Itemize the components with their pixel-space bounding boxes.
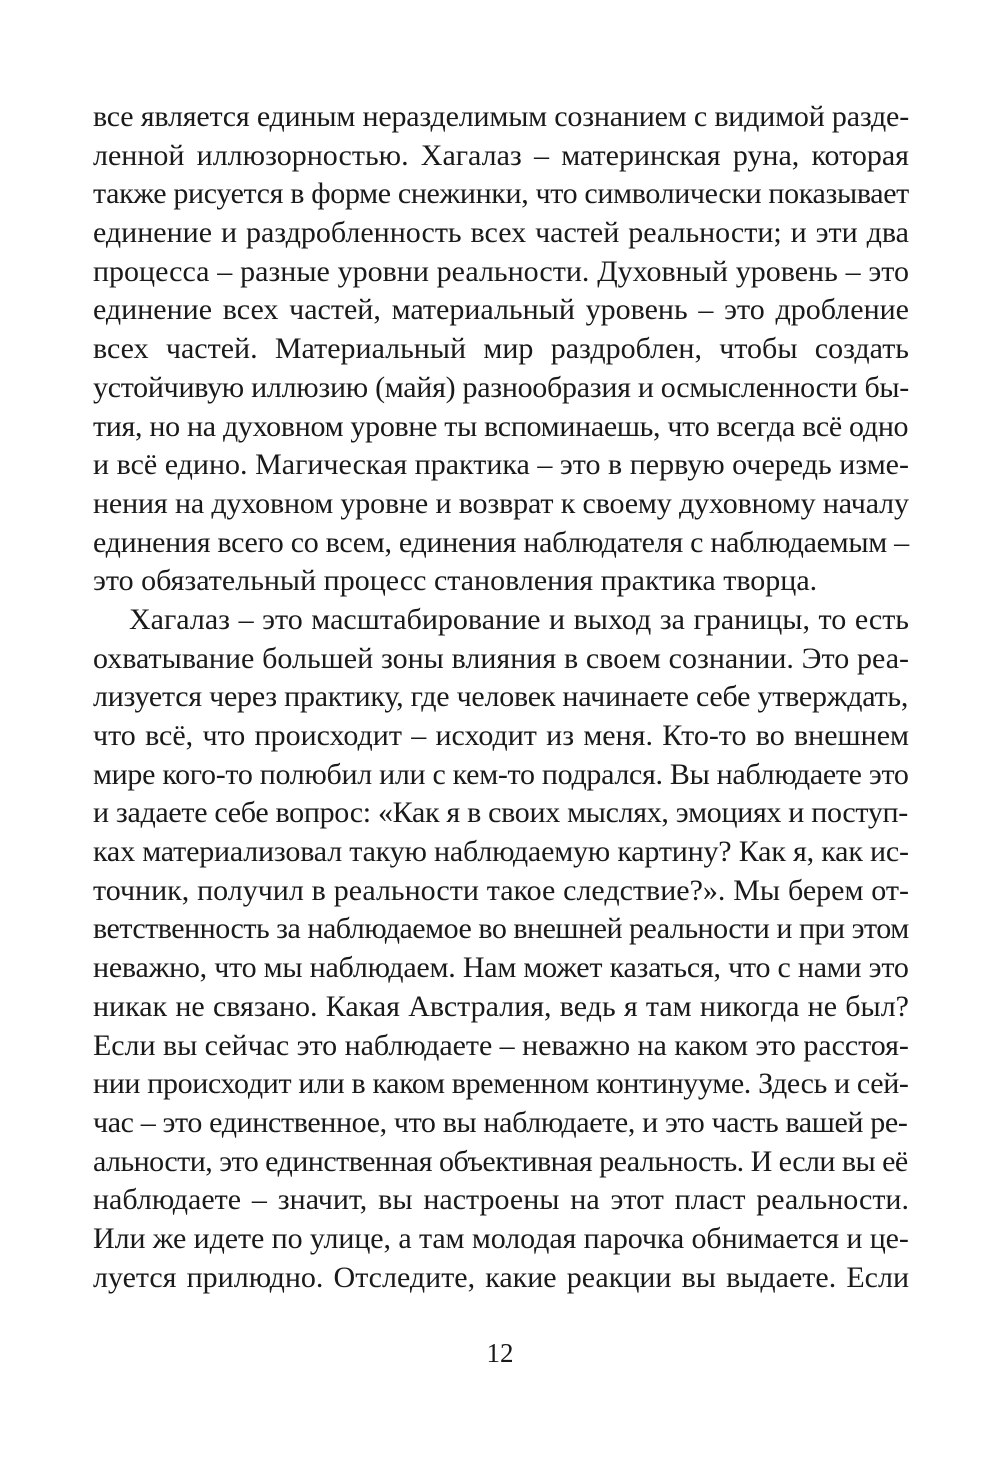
text-line: единение всех частей, материальный уровень – это дробление <box>93 293 909 327</box>
text-line: также рисуется в форме снежинки, что символически показывает <box>93 177 909 211</box>
text-line: неважно, что мы наблюдаем. Нам может казаться, что с нами это <box>93 951 909 985</box>
text-line: Если вы сейчас это наблюдаете – неважно на каком это расстоя- <box>93 1028 909 1062</box>
text-line: единения всего со всем, единения наблюдателя с наблюдаемым – <box>93 525 909 559</box>
text-line: час – это единственное, что вы наблюдаете, и это часть вашей ре- <box>93 1105 908 1139</box>
text-line: мире кого-то полюбил или с кем-то подрался. Вы наблюдаете это <box>93 757 909 791</box>
text-line: и задаете себе вопрос: «Как я в своих мыслях, эмоциях и поступ- <box>93 796 908 830</box>
text-line: наблюдаете – значит, вы настроены на этот пласт реальности. <box>93 1183 909 1217</box>
paragraph-1 <box>93 98 909 601</box>
text-line: это обязательный процесс становления практика творца. <box>93 564 818 598</box>
text-line: охватывание большей зоны влияния в своем сознании. Это реа- <box>93 641 909 675</box>
page-number: 12 <box>486 1338 514 1368</box>
text-line: лизуется через практику, где человек начинаете себе утверждать, <box>93 680 909 714</box>
text-line: нения на духовном уровне и возврат к своему духовному началу <box>93 486 909 520</box>
text-line: никак не связано. Какая Австралия, ведь я там никогда не был? <box>93 989 909 1023</box>
text-line: ленной иллюзорностью. Хагалаз – материнская руна, которая <box>93 138 909 172</box>
text-line: нии происходит или в каком временном континууме. Здесь и сей- <box>93 1067 909 1101</box>
text-line: альности, это единственная объективная реальность. И если вы её <box>93 1144 908 1178</box>
text-line: что всё, что происходит – исходит из меня. Кто-то во внешнем <box>93 719 909 752</box>
text-line: единение и раздробленность всех частей реальности; и эти два <box>93 216 909 250</box>
text-line: луется прилюдно. Отследите, какие реакции вы выдаете. Если <box>93 1260 909 1294</box>
text-line: процесса – разные уровни реальности. Духовный уровень – это <box>93 254 909 288</box>
text-line: точник, получил в реальности такое следствие?». Мы берем от- <box>93 873 909 907</box>
text-line: устойчивую иллюзию (майя) разнообразия и осмысленности бы- <box>93 370 909 404</box>
text-line: все является единым неразделимым сознанием с видимой разде- <box>93 100 909 133</box>
text-line: Хагалаз – это масштабирование и выход за границы, то есть <box>129 602 909 636</box>
paragraph-2 <box>93 601 909 1297</box>
text-line: и всё едино. Магическая практика – это в первую очередь изме- <box>93 448 909 482</box>
body-text <box>93 98 909 1297</box>
text-line: ветственность за наблюдаемое во внешней реальности и при этом <box>93 912 909 946</box>
text-line: всех частей. Материальный мир раздроблен, чтобы создать <box>93 332 909 366</box>
text-line: ках материализовал такую наблюдаемую картину? Как я, как ис- <box>93 835 909 869</box>
text-line: Или же идете по улице, а там молодая парочка обнимается и це- <box>93 1221 909 1255</box>
text-line: тия, но на духовном уровне ты вспоминаешь, что всегда всё одно <box>93 409 909 443</box>
